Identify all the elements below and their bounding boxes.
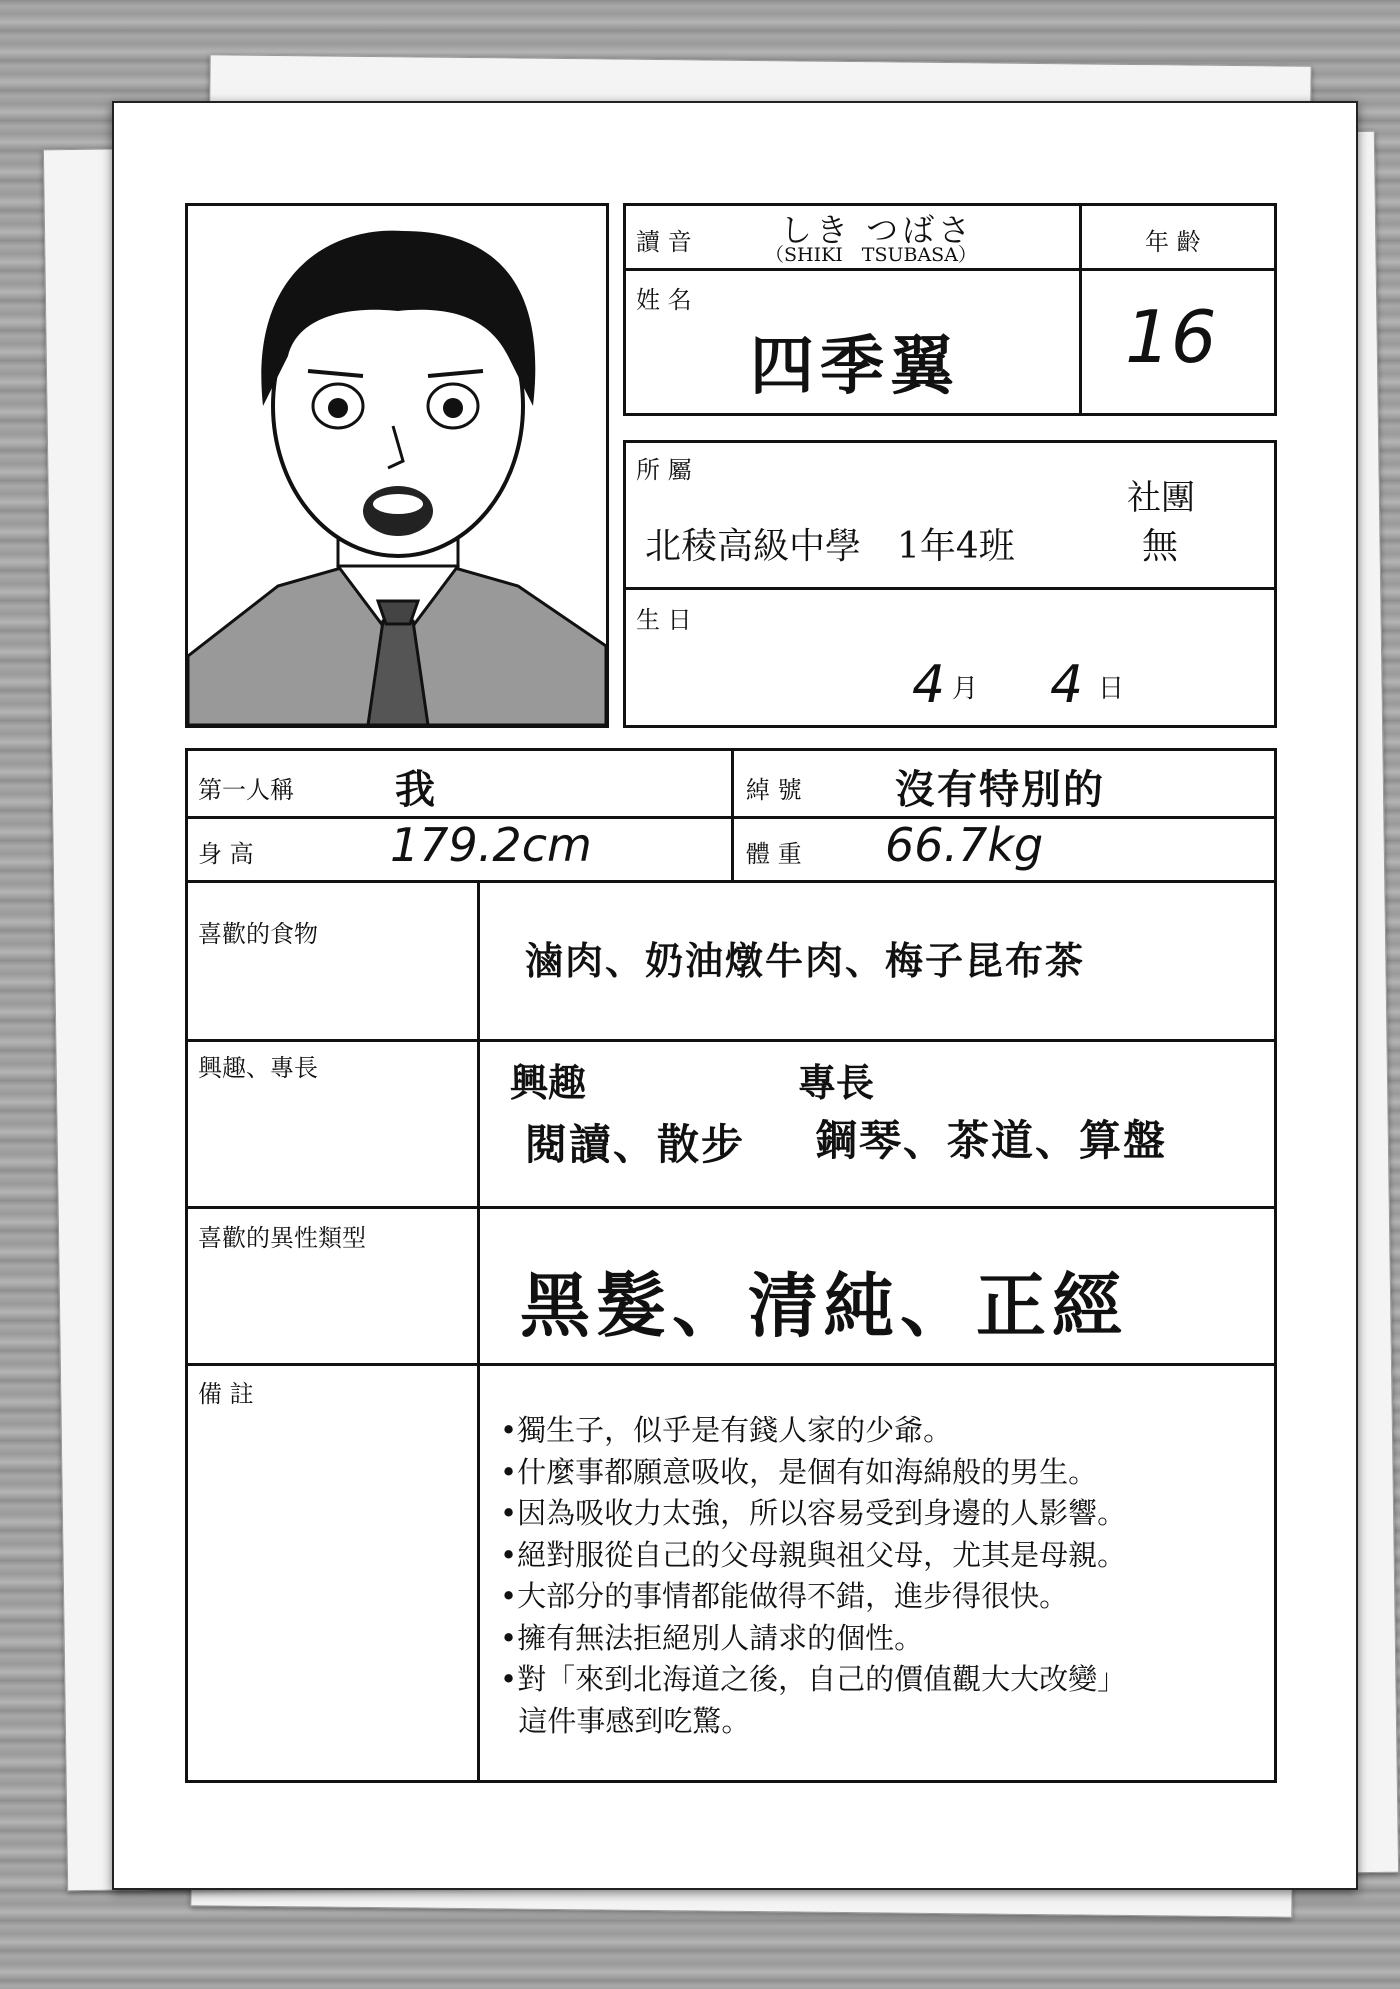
skill-subheading: 專長	[798, 1060, 875, 1105]
club-label: 社團	[1127, 478, 1195, 518]
name-label: 姓 名	[636, 286, 692, 314]
reading-label: 讀 音	[636, 228, 692, 256]
birth-month: 4	[912, 655, 946, 715]
divider	[185, 1206, 1277, 1209]
pronoun-label: 第一人稱	[198, 776, 294, 804]
pronoun-value: 我	[395, 766, 435, 813]
preferred-type-value: 黑髮、清純、正經	[520, 1264, 1128, 1347]
school-class: 北稜高級中學 1年4班	[645, 526, 1015, 567]
note-item: •絕對服從自己的父母親與祖父母，尤其是母親。	[500, 1537, 1127, 1572]
nickname-label: 綽 號	[746, 776, 802, 804]
day-unit: 日	[1098, 674, 1125, 704]
portrait-drawing	[188, 206, 606, 725]
nickname-value: 沒有特別的	[895, 766, 1105, 813]
height-label: 身 高	[198, 840, 254, 868]
weight-value: 66.7kg	[885, 818, 1044, 872]
food-label: 喜歡的食物	[198, 920, 318, 948]
divider	[1079, 203, 1082, 416]
divider	[185, 1039, 1277, 1042]
hobby-subheading: 興趣	[510, 1060, 587, 1105]
birthday-label: 生 日	[636, 606, 692, 634]
birth-day: 4	[1050, 655, 1084, 715]
notes-list	[500, 1410, 1126, 1742]
weight-label: 體 重	[746, 840, 802, 868]
food-value: 滷肉、奶油燉牛肉、梅子昆布茶	[525, 938, 1086, 983]
skill-value: 鋼琴、茶道、算盤	[815, 1116, 1168, 1165]
note-item: •因為吸收力太強，所以容易受到身邊的人影響。	[500, 1496, 1127, 1530]
club-value: 無	[1142, 526, 1179, 567]
notes-label: 備 註	[198, 1380, 254, 1408]
age-value: 16	[1125, 295, 1217, 379]
note-item: •對「來到北海道之後，自己的價值觀大大改變」	[500, 1662, 1127, 1696]
preferred-type-label: 喜歡的異性類型	[198, 1224, 366, 1252]
height-value: 179.2cm	[390, 818, 592, 872]
hobby-value: 閱讀、散步	[525, 1120, 746, 1169]
reading-romaji: （SHIKI TSUBASA）	[765, 244, 977, 266]
age-label: 年 齡	[1145, 228, 1201, 256]
hobby-label: 興趣、專長	[198, 1054, 318, 1082]
note-item: •擁有無法拒絕別人請求的個性。	[500, 1620, 924, 1655]
note-item: 這件事感到吃驚。	[500, 1703, 751, 1738]
divider	[731, 748, 734, 882]
divider	[477, 882, 480, 1782]
note-item: •大部分的事情都能做得不錯，進步得很快。	[500, 1579, 1069, 1613]
note-item: •獨生子，似乎是有錢人家的少爺。	[500, 1413, 953, 1447]
divider	[185, 1363, 1277, 1366]
divider	[623, 268, 1277, 271]
month-unit: 月	[952, 674, 979, 704]
character-portrait	[185, 203, 609, 728]
reading-kana: しき つばさ	[780, 211, 975, 249]
character-name: 四季翼	[750, 329, 960, 404]
divider	[623, 587, 1277, 590]
affiliation-label: 所 屬	[636, 456, 692, 484]
note-item: •什麼事都願意吸收，是個有如海綿般的男生。	[500, 1454, 1098, 1489]
